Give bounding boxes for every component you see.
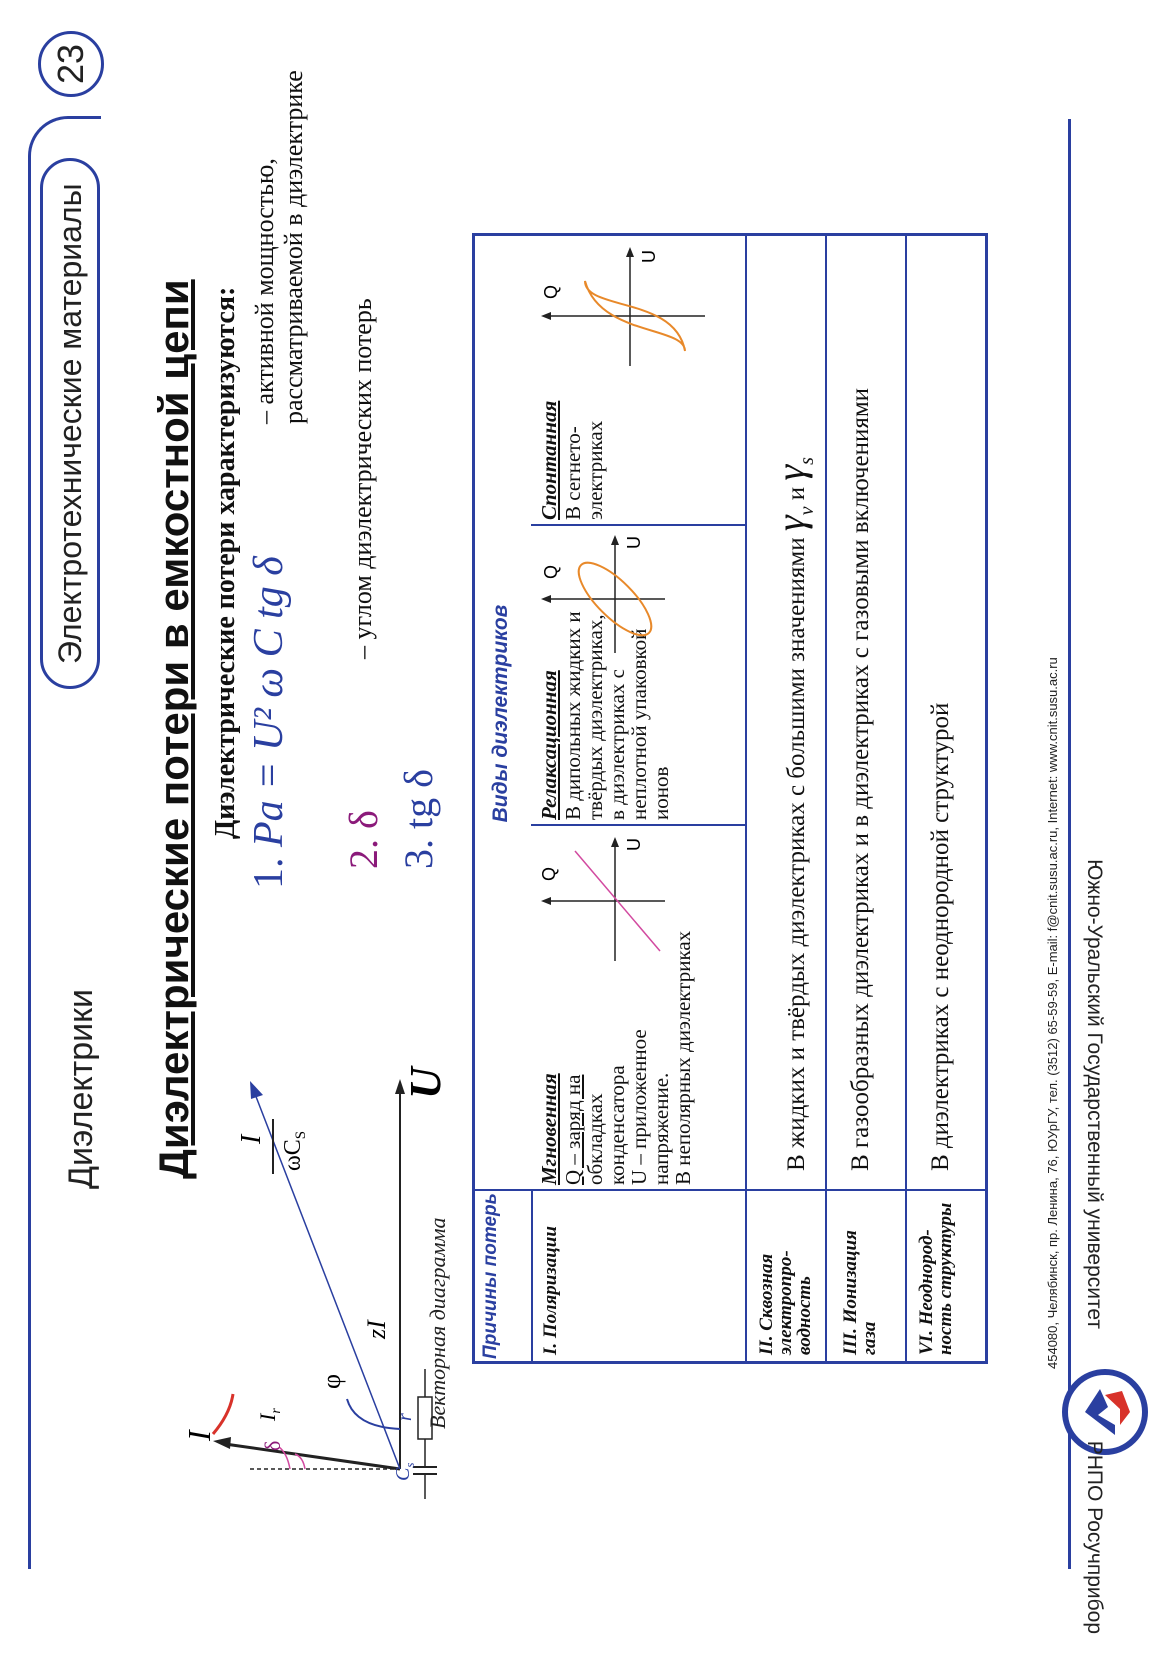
gamma-s: $\gamma_s$ (768, 457, 818, 481)
subtype-instant-l3: U – приложенное (627, 1029, 651, 1185)
subtype-instant-l0: Q – заряд на (561, 1074, 585, 1185)
formula-1-num: 1. (246, 857, 292, 889)
subtype-relax-l0: В дипольных жидких и (561, 611, 585, 820)
formula-2-desc: – углом диэлектрических потерь (348, 298, 377, 659)
subtype-relax-l4: ионов (649, 766, 673, 820)
loss-table (472, 233, 988, 1364)
vector-diagram (175, 939, 455, 1499)
spont-graph (535, 241, 710, 371)
gamma-and: и (783, 486, 810, 501)
ir-label: $I_r$ (255, 1408, 284, 1421)
page-number: 23 (38, 31, 104, 97)
row-inhomogeneity-text: В диэлектриках с неоднородной структурой (927, 702, 954, 1171)
subtype-instant-title: Мгновенная (537, 1073, 561, 1185)
header-section: Диэлектрики (62, 989, 100, 1189)
frac-numerator: I (236, 1134, 267, 1144)
relax-q-arrow (541, 595, 551, 603)
subtype-instant-l1: обкладках (583, 1093, 607, 1185)
subtype-relax-title: Релаксационная (537, 670, 561, 820)
page-title: Диэлектрические потери в емкостной цепи (150, 279, 197, 1179)
frac-denominator: $\omega C_S$ (280, 1130, 309, 1171)
header-course: Электротехнические материалы (40, 158, 100, 689)
subtype-spont (537, 350, 606, 520)
relax-u-arrow (611, 535, 619, 545)
table-vline-sub1 (531, 824, 745, 826)
subtype-spont-l1: электриках (583, 420, 607, 520)
instant-u-arrow (611, 837, 619, 847)
u-label: U (401, 1067, 450, 1099)
spont-u-label: U (639, 250, 659, 263)
current-vector (225, 1444, 400, 1469)
delta-label: δ (260, 1440, 285, 1451)
formula-1-desc: – активной мощностью, рассматриваемой в диэлектрике (250, 70, 308, 424)
subtype-relax-l3: неплотной упаковкой (627, 628, 651, 820)
diagram-caption: Векторная диаграмма (425, 1217, 450, 1429)
relax-u-label: U (624, 536, 644, 549)
i-label: I (181, 1430, 217, 1441)
subtype-spont-l0: В сегнето- (561, 426, 585, 520)
formula-3-num: 3. (396, 839, 441, 869)
subtype-relax-l2: в диэлектриках с (605, 669, 629, 820)
relax-q-label: Q (541, 564, 561, 579)
subtype-spont-title: Спонтанная (537, 400, 561, 520)
formula-2-expr: δ (341, 810, 386, 829)
cs-label: $C_s$ (392, 1462, 417, 1481)
spont-u-arrow (626, 247, 634, 257)
instant-q-label: Q (539, 866, 559, 881)
cause-conductivity: II. Сквозная электропро-водность (756, 1250, 815, 1355)
red-mark (213, 1394, 233, 1434)
subtype-relax-l1: твёрдых диэлектриках, (583, 614, 607, 820)
org-rosuchpribor: РНПО Росучприбор (1083, 1440, 1106, 1634)
phi-arc (347, 1399, 400, 1429)
formula-3 (395, 769, 442, 869)
formula-1 (245, 556, 293, 889)
cause-inhomogeneity: VI. Неоднород-ность структуры (916, 1202, 956, 1355)
instant-u-label: U (624, 838, 644, 851)
org-susu: Южно-Уральский Государственный университет (1083, 859, 1106, 1329)
phi-label: φ (317, 1373, 346, 1389)
row-conductivity-desc: В жидких и твёрдых диэлектриках с большими значениями (783, 537, 810, 1171)
footer-line (1068, 119, 1071, 1569)
instant-graph (535, 831, 670, 971)
characteristics-heading: Диэлектрические потери характеризуются: (210, 286, 241, 839)
formula-2 (340, 810, 387, 869)
spont-q-label: Q (541, 284, 561, 299)
col-types-header: Виды диэлектриков (489, 604, 512, 823)
formula-1-expr: Pa = U² ω C tg δ (246, 556, 292, 847)
spont-q-arrow (541, 312, 551, 320)
blue-arrow (250, 1081, 263, 1099)
relax-graph (535, 526, 670, 661)
instant-q-arrow (541, 897, 551, 905)
subtype-instant-l5: В неполярных диэлектриках (671, 930, 695, 1185)
formula-2-num: 2. (341, 839, 386, 869)
zi-label: zI (362, 1320, 391, 1339)
table-hline-header (531, 1191, 533, 1361)
subtype-instant-l4: напряжение. (649, 1072, 673, 1185)
row-ionization-text: В газообразных диэлектриках и в диэлектриках с газовыми включениями (847, 387, 874, 1171)
gamma-v: $\gamma_v$ (768, 506, 818, 532)
r-label: r (394, 1413, 416, 1421)
subtype-instant-l2: конденсатора (605, 1065, 629, 1185)
footer-address: 454080, Челябинск, пр. Ленина, 76, ЮУрГУ, тел. (3512) 65-59-59, E-mail: f@cnit.susu.ac.ru, Internet: www.cnit.susu.ac.ru (1045, 657, 1060, 1369)
cause-polarization: I. Поляризации (540, 1226, 561, 1355)
formula-3-expr: tg δ (396, 769, 441, 829)
col-causes-header: Причины потерь (480, 1193, 501, 1359)
cause-ionization: III. Ионизация газа (840, 1230, 880, 1355)
